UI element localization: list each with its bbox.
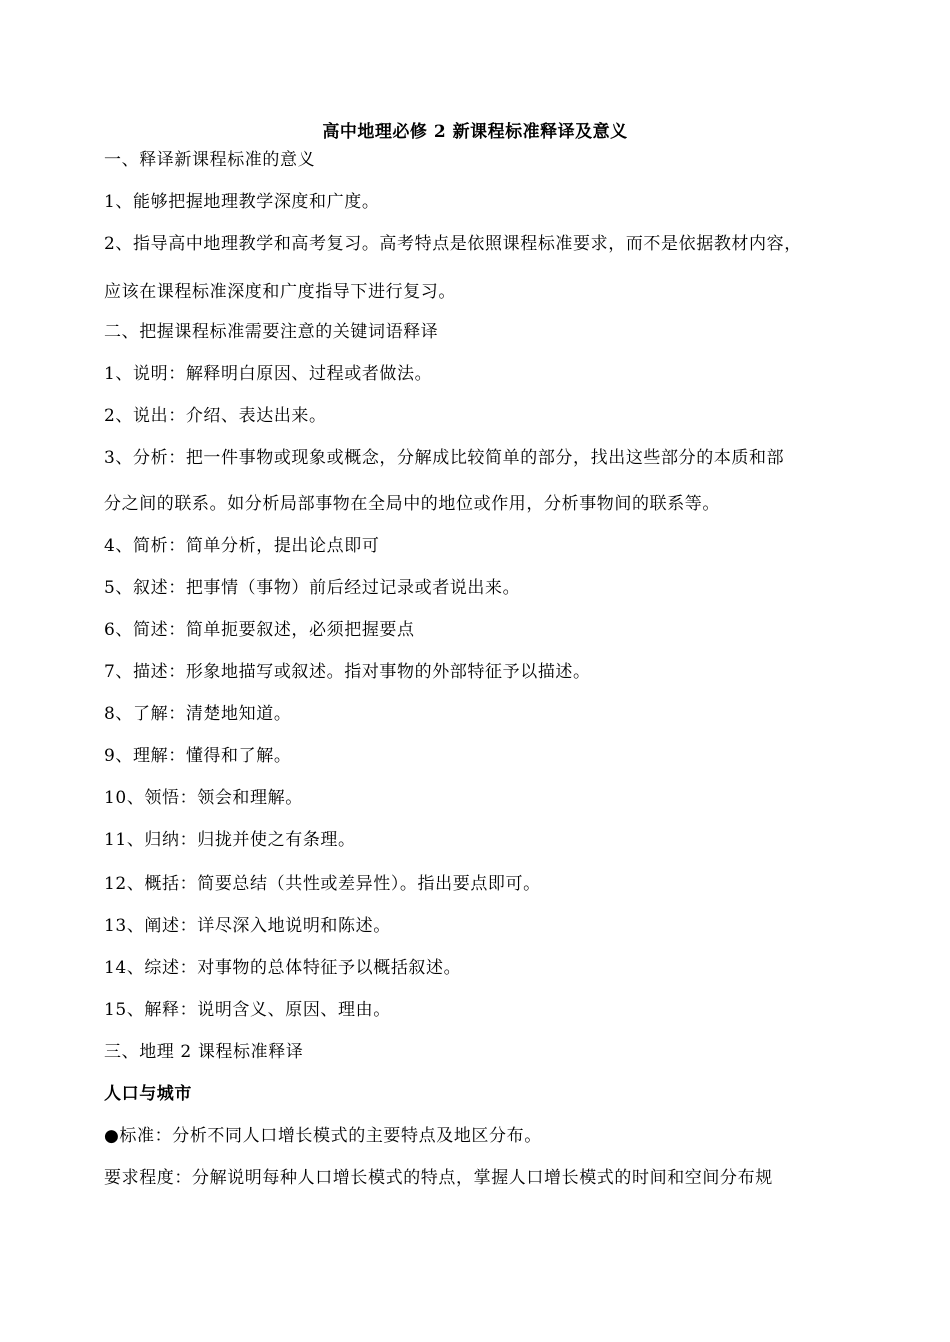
paragraph-line: 12、概括：简要总结（共性或差异性）。指出要点即可。: [104, 874, 541, 894]
paragraph-line: 10、领悟：领会和理解。: [104, 788, 303, 808]
paragraph-line: 15、解释：说明含义、原因、理由。: [104, 1000, 391, 1020]
paragraph-line: 1、说明：解释明白原因、过程或者做法。: [104, 364, 433, 384]
paragraph-line: 8、了解：清楚地知道。: [104, 704, 292, 724]
paragraph-line: 14、综述：对事物的总体特征予以概括叙述。: [104, 958, 462, 978]
paragraph-line: 应该在课程标准深度和广度指导下进行复习。: [104, 282, 456, 302]
section-heading-1: 一、释译新课程标准的意义: [104, 150, 316, 170]
paragraph-line: 3、分析：把一件事物或现象或概念，分解成比较简单的部分，找出这些部分的本质和部: [104, 448, 785, 468]
paragraph-line: 分之间的联系。如分析局部事物在全局中的地位或作用，分析事物间的联系等。: [104, 494, 720, 514]
paragraph-line: 要求程度：分解说明每种人口增长模式的特点，掌握人口增长模式的时间和空间分布规: [104, 1168, 773, 1188]
standard-line: ●标准：分析不同人口增长模式的主要特点及地区分布。: [104, 1126, 542, 1146]
section-heading-2: 二、把握课程标准需要注意的关键词语释译: [104, 322, 439, 342]
paragraph-line: 5、叙述：把事情（事物）前后经过记录或者说出来。: [104, 578, 521, 598]
subsection-heading: 人口与城市: [104, 1084, 192, 1104]
paragraph-line: 4、简析：简单分析，提出论点即可: [104, 536, 380, 556]
document-title: 高中地理必修 2 新课程标准释译及意义: [322, 122, 628, 142]
paragraph-line: 11、归纳：归拢并使之有条理。: [104, 830, 356, 850]
paragraph-line: 2、说出：介绍、表达出来。: [104, 406, 327, 426]
paragraph-line: 7、描述：形象地描写或叙述。指对事物的外部特征予以描述。: [104, 662, 591, 682]
paragraph-line: 1、能够把握地理教学深度和广度。: [104, 192, 380, 212]
paragraph-line: 6、简述：简单扼要叙述，必须把握要点: [104, 620, 415, 640]
paragraph-line: 9、理解：懂得和了解。: [104, 746, 292, 766]
section-heading-3: 三、地理 2 课程标准释译: [104, 1042, 304, 1062]
paragraph-line: 13、阐述：详尽深入地说明和陈述。: [104, 916, 391, 936]
paragraph-line: 2、指导高中地理教学和高考复习。高考特点是依照课程标准要求，而不是依据教材内容，: [104, 234, 802, 254]
